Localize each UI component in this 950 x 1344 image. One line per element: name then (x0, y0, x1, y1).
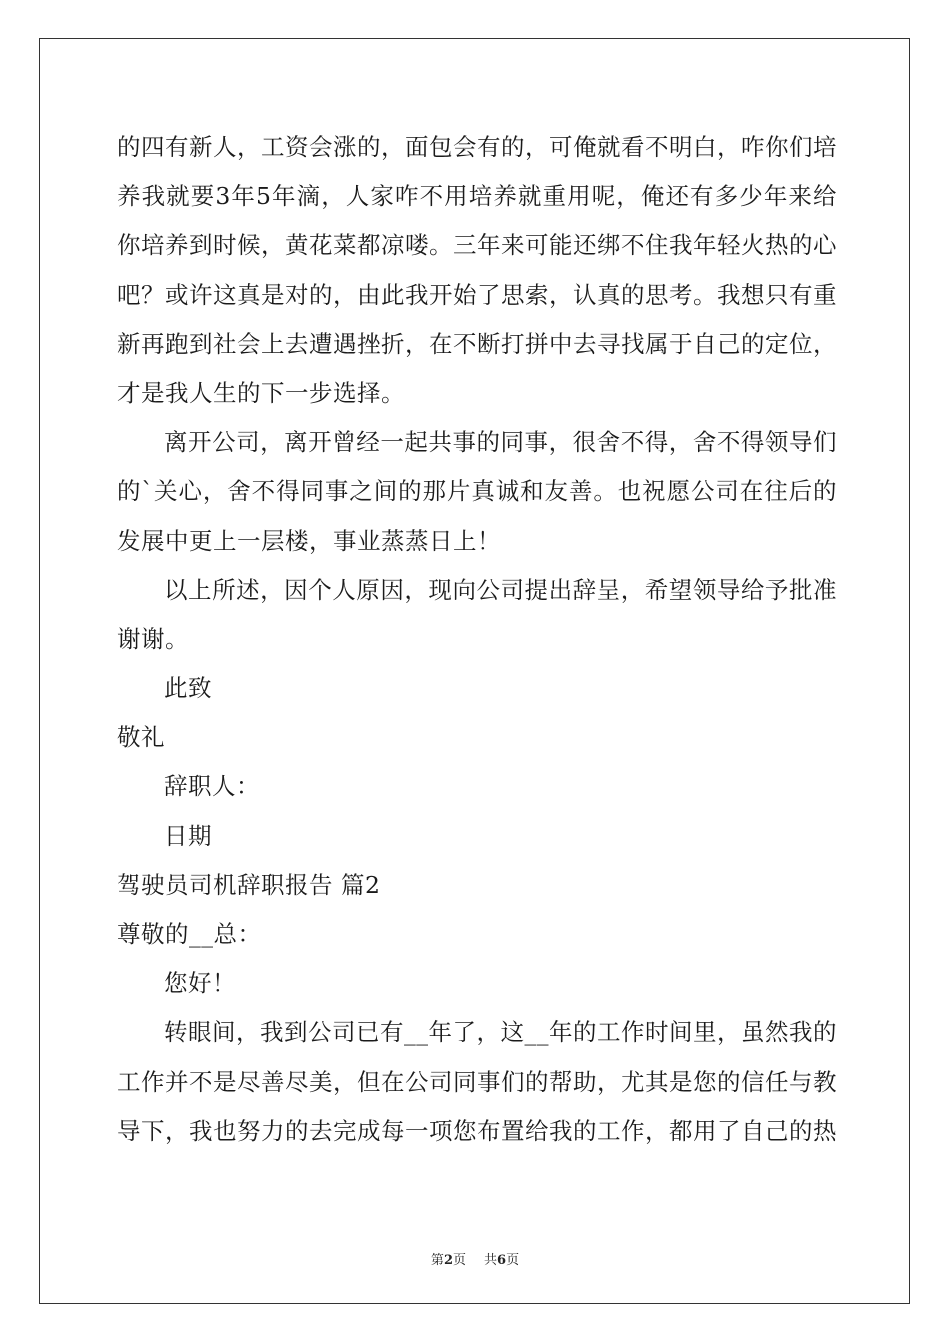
text-line: 离开公司，离开曾经一起共事的同事，很舍不得，舍不得领导们 (164, 428, 837, 457)
footer-page-total: 6 (497, 1253, 507, 1268)
text-line: 辞职人： (164, 772, 260, 801)
text-line: 发展中更上一层楼，事业蒸蒸日上！ (117, 526, 501, 555)
text-line: 以上所述，因个人原因，现向公司提出辞呈，希望领导给予批准 (164, 575, 837, 604)
text-line: 养我就要3年5年滴，人家咋不用培养就重用呢，俺还有多少年来给 (117, 182, 837, 211)
text-line: 才是我人生的下一步选择。 (117, 378, 405, 407)
document-body (117, 123, 837, 1156)
text-line: 的四有新人，工资会涨的，面包会有的，可俺就看不明白，咋你们培 (117, 133, 837, 161)
text-line: 工作并不是尽善尽美，但在公司同事们的帮助，尤其是您的信任与教 (117, 1067, 837, 1096)
text-line: 谢谢。 (117, 624, 189, 653)
text-line: 敬礼 (117, 723, 165, 752)
text-line: 吧？或许这真是对的，由此我开始了思索，认真的思考。我想只有重 (117, 280, 837, 309)
text-line: 转眼间，我到公司已有__年了，这__年的工作时间里，虽然我的 (164, 1018, 837, 1047)
text-line: 您好！ (164, 969, 236, 998)
text-line: 你培养到时候，黄花菜都凉喽。三年来可能还绑不住我年轻火热的心 (117, 231, 837, 260)
text-line: 的`关心，舍不得同事之间的那片真诚和友善。也祝愿公司在往后的 (117, 477, 837, 506)
text-line: 日期 (164, 821, 212, 850)
page-footer (0, 1249, 950, 1268)
footer-total-prefix: 共 (484, 1253, 498, 1268)
footer-page-prefix: 第 (430, 1253, 444, 1268)
footer-page-suffix: 页 (452, 1253, 466, 1268)
text-line: 导下，我也努力的去完成每一项您布置给我的工作，都用了自己的热 (117, 1116, 837, 1145)
text-line: 此致 (164, 674, 212, 703)
text-line: 驾驶员司机辞职报告 篇2 (117, 870, 381, 899)
footer-page-current: 2 (443, 1253, 453, 1268)
footer-total-suffix: 页 (506, 1253, 520, 1268)
text-line: 新再跑到社会上去遭遇挫折，在不断打拼中去寻找属于自己的定位， (117, 329, 837, 358)
text-line: 尊敬的__总： (117, 920, 262, 948)
